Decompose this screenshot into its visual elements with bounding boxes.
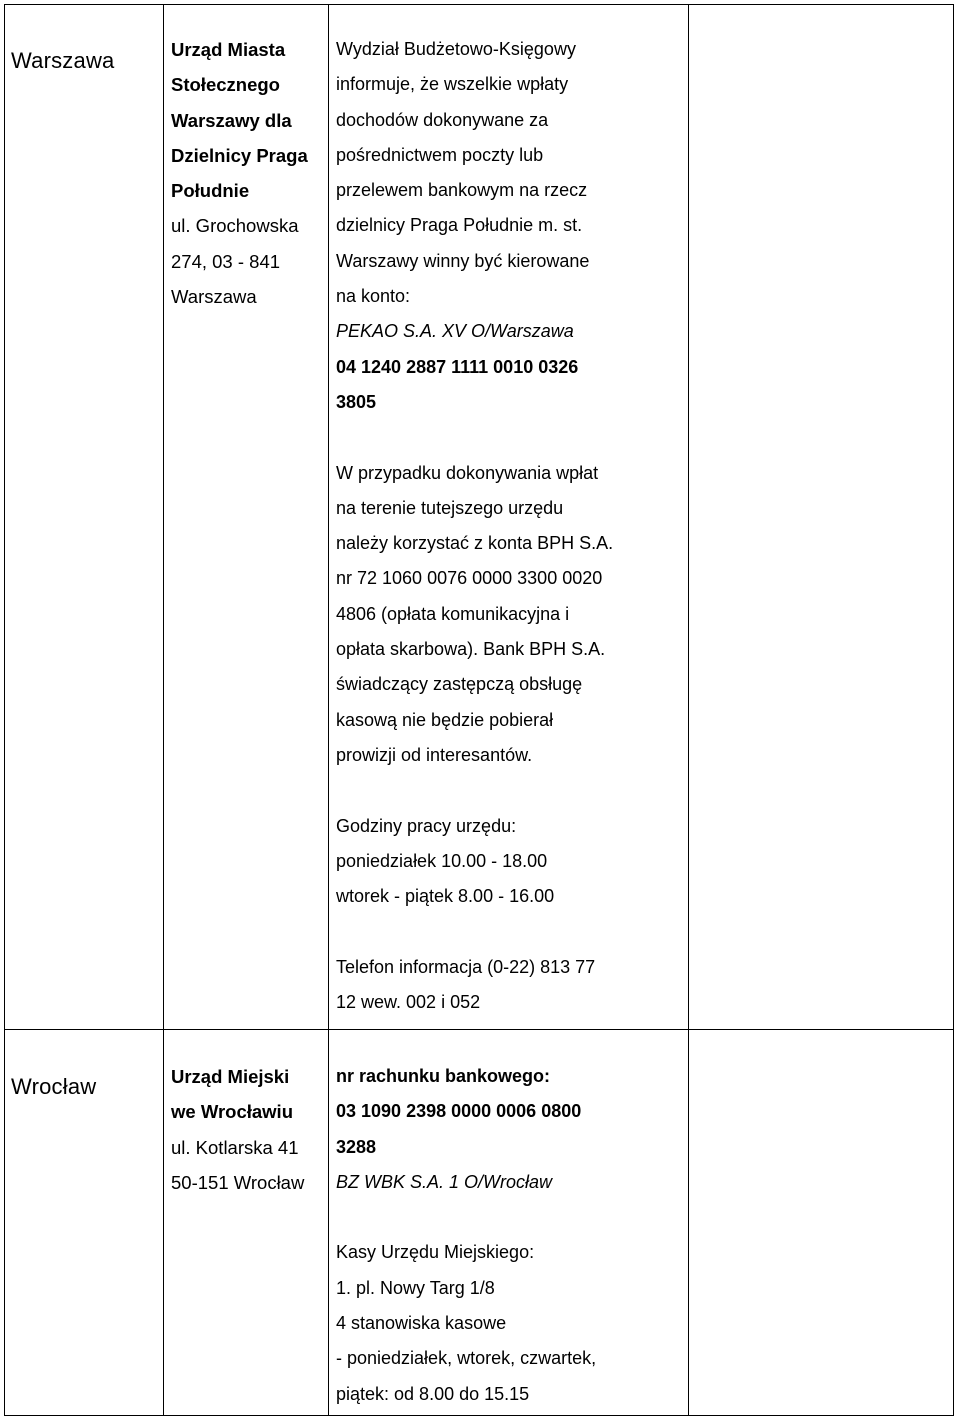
cash-desk-line: - poniedziałek, wtorek, czwartek, <box>336 1348 597 1369</box>
cash-desk-line: Kasy Urzędu Miejskiego: <box>336 1242 535 1263</box>
details-cell-warszawa <box>336 32 613 1020</box>
office-name-line: Urząd Miasta <box>171 39 286 60</box>
bph-info-line: na terenie tutejszego urzędu <box>336 497 564 518</box>
office-address-line: ul. Kotlarska 41 <box>171 1136 299 1158</box>
intro-line: informuje, że wszelkie wpłaty <box>336 74 569 95</box>
office-name-line: Dzielnicy Praga <box>171 144 308 166</box>
account-label: nr rachunku bankowego: <box>336 1066 551 1086</box>
cash-desk-line: piątek: od 8.00 do 15.15 <box>336 1383 530 1404</box>
city-name: Wrocław <box>11 1074 97 1099</box>
column-divider-3 <box>688 4 689 1416</box>
city-name: Warszawa <box>11 48 115 73</box>
intro-line: Warszawy winny być kierowane <box>336 250 590 271</box>
office-name-line: Warszawy dla <box>171 109 292 131</box>
bph-info-line: nr 72 1060 0076 0000 3300 0020 <box>336 568 603 589</box>
account-number-line: 3288 <box>336 1136 377 1157</box>
office-name-line: Południe <box>171 180 250 202</box>
hours-line: Godziny pracy urzędu: <box>336 815 517 836</box>
phone-line: 12 wew. 002 i 052 <box>336 992 481 1013</box>
intro-line: na konto: <box>336 286 411 307</box>
city-cell-wroclaw <box>11 1073 96 1101</box>
bph-info-line: należy korzystać z konta BPH S.A. <box>336 533 614 554</box>
hours-line: poniedziałek 10.00 - 18.00 <box>336 850 548 871</box>
intro-line: Wydział Budżetowo-Księgowy <box>336 39 576 59</box>
office-name-line: Urząd Miejski <box>171 1066 290 1087</box>
intro-line: pośrednictwem poczty lub <box>336 144 544 165</box>
hours-line: wtorek - piątek 8.00 - 16.00 <box>336 886 555 907</box>
account-number-line: 04 1240 2887 1111 0010 0326 <box>336 356 579 377</box>
bank-name: BZ WBK S.A. 1 O/Wrocław <box>336 1171 553 1192</box>
bph-info-line: kasową nie będzie pobierał <box>336 709 554 730</box>
office-name-line: Stołecznego <box>171 74 280 96</box>
office-address-line: ul. Grochowska <box>171 215 299 237</box>
bph-info-line: świadczący zastępczą obsługę <box>336 674 583 695</box>
row-divider <box>4 1029 954 1030</box>
account-number-line: 03 1090 2398 0000 0006 0800 <box>336 1101 582 1122</box>
office-cell-warszawa <box>171 32 308 314</box>
intro-line: dochodów dokonywane za <box>336 109 549 130</box>
office-cell-wroclaw <box>171 1059 304 1200</box>
column-divider-2 <box>328 4 329 1416</box>
cash-desk-line: 4 stanowiska kasowe <box>336 1313 507 1334</box>
bph-info-line: 4806 (opłata komunikacyjna i <box>336 603 570 624</box>
details-cell-wroclaw <box>336 1059 596 1412</box>
bph-info-line: opłata skarbowa). Bank BPH S.A. <box>336 639 606 660</box>
account-number-line: 3805 <box>336 391 377 412</box>
cash-desk-line: 1. pl. Nowy Targ 1/8 <box>336 1277 495 1298</box>
column-divider-1 <box>163 4 164 1416</box>
office-name-line: we Wrocławiu <box>171 1101 293 1123</box>
phone-line: Telefon informacja (0-22) 813 77 <box>336 956 596 977</box>
office-address-line: Warszawa <box>171 286 257 308</box>
bank-name: PEKAO S.A. XV O/Warszawa <box>336 321 574 342</box>
city-cell-warszawa <box>11 47 114 75</box>
office-address-line: 274, 03 - 841 <box>171 250 281 272</box>
bph-info-line: prowizji od interesantów. <box>336 744 533 765</box>
intro-line: przelewem bankowym na rzecz <box>336 180 588 201</box>
bph-info-line: W przypadku dokonywania wpłat <box>336 462 599 483</box>
intro-line: dzielnicy Praga Południe m. st. <box>336 215 583 236</box>
office-address-line: 50-151 Wrocław <box>171 1171 305 1193</box>
